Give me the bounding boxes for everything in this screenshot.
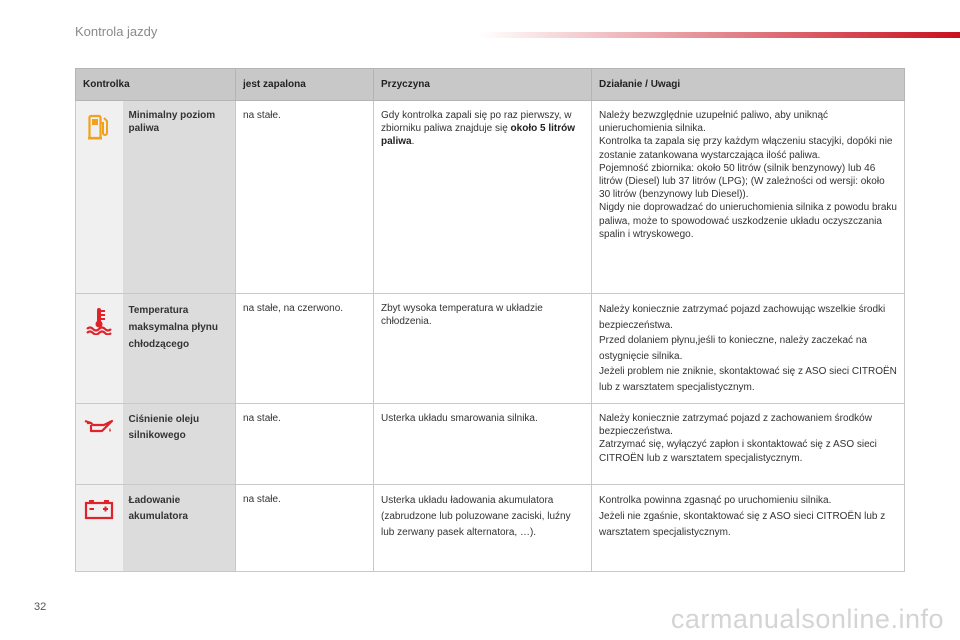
row-name: Minimalny poziom paliwa [123, 101, 236, 294]
table-row [76, 101, 905, 294]
row-name: Temperatura maksymalna płynu chłodzącego [123, 294, 236, 404]
battery-icon [84, 498, 114, 520]
watermark-text: carmanualsonline.info [670, 604, 944, 634]
table-row [76, 404, 905, 485]
fuel-pump-icon [88, 114, 110, 140]
header-accent-bar [480, 32, 960, 38]
row-state: na stałe. [236, 485, 374, 572]
column-header-kontrolka: Kontrolka [76, 69, 236, 101]
row-cause: Gdy kontrolka zapali się po raz pierwszy, w zbiorniku paliwa znajduje się około 5 litrów paliwa. [374, 101, 592, 294]
row-action: Należy koniecznie zatrzymać pojazd zachowując wszelkie środki bezpieczeństwa. Przed dolaniem płynu,jeśli to konieczne, należy zaczekać na ostygnięcie silnika. Jeżeli problem nie zniknie, skontaktować się z ASO sieci CITROËN lub z warsztatem specjalistycznym. [592, 294, 905, 404]
table-header-row [76, 69, 905, 101]
row-cause: Usterka układu ładowania akumulatora (zabrudzone lub poluzowane zaciski, luźny lub zerwany pasek alternatora, …). [374, 485, 592, 572]
row-name: Ładowanie akumulatora [123, 485, 236, 572]
row-action: Należy bezwzględnie uzupełnić paliwo, aby uniknąć unieruchomienia silnika. Kontrolka ta zapala się przy każdym włączeniu stacyjki, dopóki nie zostanie zatankowana wystarczająca ilość paliwa. Pojemność zbiornika: około 50 litrów (silnik benzynowy) lub 46 litrów (Diesel) lub 37 litrów (LPG); (W zależności od wersji: około 30 litrów (benzynowy lub Diesel)). Nigdy nie doprowadzać do unieruchomienia silnika z powodu braku paliwa, może to spowodować uszkodzenie układu oczyszczania spalin i wtryskowego. [592, 101, 905, 294]
column-header-cause: Przyczyna [374, 69, 592, 101]
table-row [76, 294, 905, 404]
row-state: na stałe. [236, 404, 374, 485]
row-action: Kontrolka powinna zgasnąć po uruchomieniu silnika. Jeżeli nie zgaśnie, skontaktować się z ASO sieci CITROËN lub z warsztatem specjalistycznym. [592, 485, 905, 572]
oil-pressure-icon [84, 417, 114, 435]
row-action: Należy koniecznie zatrzymać pojazd z zachowaniem środków bezpieczeństwa. Zatrzymać się, wyłączyć zapłon i skontaktować się z ASO sieci CITROËN lub z warsztatem specjalistycznym. [592, 404, 905, 485]
row-cause: Usterka układu smarowania silnika. [374, 404, 592, 485]
coolant-temperature-icon [85, 307, 113, 335]
warning-lights-table [75, 68, 905, 572]
row-state: na stałe. [236, 101, 374, 294]
table-row [76, 485, 905, 572]
section-title: Kontrola jazdy [75, 24, 158, 39]
column-header-state: jest zapalona [236, 69, 374, 101]
row-name: Ciśnienie oleju silnikowego [123, 404, 236, 485]
row-state: na stałe, na czerwono. [236, 294, 374, 404]
page-number: 32 [34, 601, 47, 613]
row-cause: Zbyt wysoka temperatura w układzie chłodzenia. [374, 294, 592, 404]
column-header-action: Działanie / Uwagi [592, 69, 905, 101]
